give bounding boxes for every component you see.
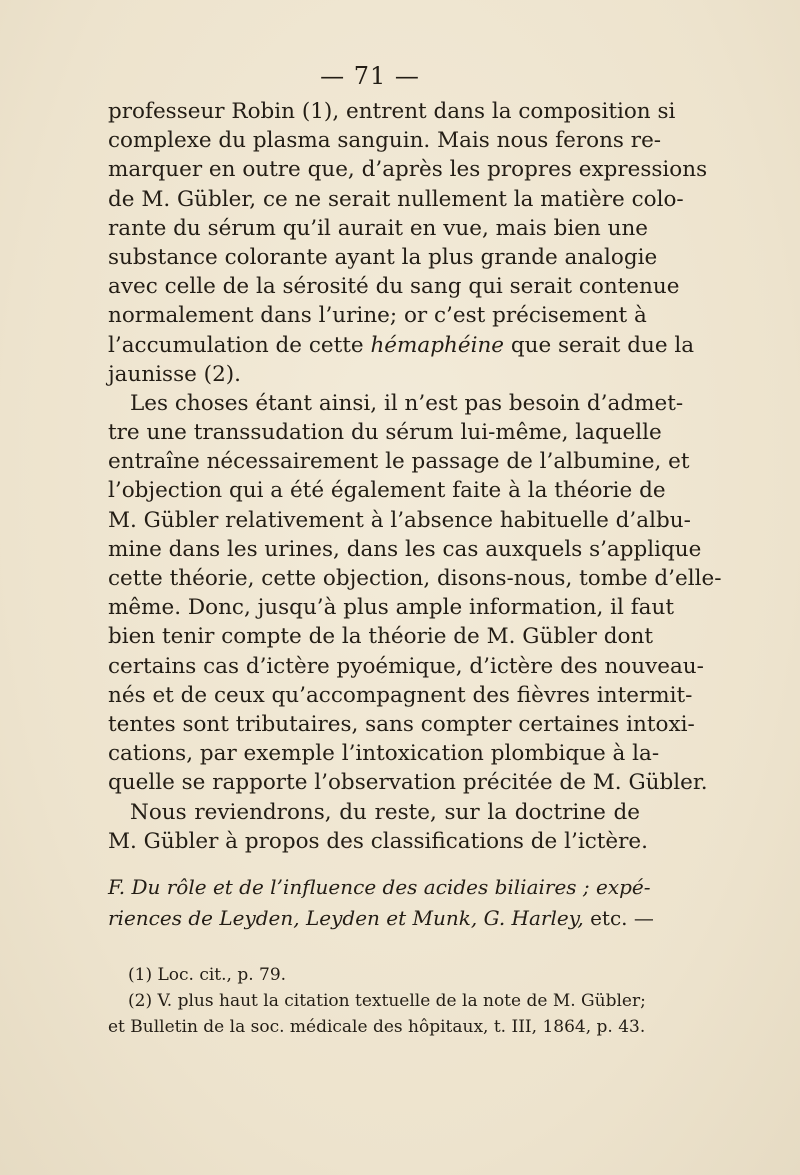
- text-line: M. Gübler relativement à l’absence habituelle d’albu-: [108, 507, 691, 533]
- subheading-italic: riences de Leyden, Leyden et Munk, G. Harley,: [108, 906, 584, 930]
- text-line: substance colorante ayant la plus grande analogie: [108, 244, 658, 270]
- text-line: entraîne nécessairement le passage de l’albumine, et: [108, 449, 690, 475]
- footnotes: [108, 962, 646, 1040]
- text-line: cette théorie, cette objection, disons-nous, tombe d’elle-: [108, 566, 722, 591]
- body-text: [108, 97, 722, 856]
- footnote: (2) V. plus haut la citation textuelle de la note de M. Gübler;: [128, 991, 646, 1011]
- subheading-tail: etc. —: [583, 906, 654, 930]
- text-line: mine dans les urines, dans les cas auxquels s’applique: [108, 536, 702, 562]
- text-segment: que serait due la: [504, 332, 695, 358]
- footnote: et Bulletin de la soc. médicale des hôpitaux, t. III, 1864, p. 43.: [108, 1017, 646, 1037]
- text-line: tentes sont tributaires, sans compter certaines intoxi-: [108, 711, 695, 737]
- text-line: rante du sérum qu’il aurait en vue, mais bien une: [108, 215, 649, 241]
- text-line: tre une transsudation du sérum lui-même, laquelle: [108, 420, 662, 446]
- text-line: cations, par exemple l’intoxication plombique à la-: [108, 741, 660, 767]
- subheading-line: [108, 903, 654, 934]
- text-line: M. Gübler à propos des classifications de l’ictère.: [108, 828, 648, 854]
- text-line: certains cas d’ictère pyoémique, d’ictère des nouveau-: [108, 653, 704, 679]
- text-line: jaunisse (2).: [108, 361, 241, 387]
- text-line: l’objection qui a été également faite à la théorie de: [108, 478, 666, 504]
- text-line: même. Donc, jusqu’à plus ample information, il faut: [108, 595, 674, 621]
- text-line: de M. Gübler, ce ne serait nullement la matière colo-: [108, 186, 684, 212]
- text-line: avec celle de la sérosité du sang qui serait contenue: [108, 274, 680, 300]
- text-line-mixed: [108, 331, 695, 360]
- text-line: Les choses étant ainsi, il n’est pas besoin d’admet-: [130, 390, 684, 416]
- text-line: Nous reviendrons, du reste, sur la doctrine de: [130, 799, 640, 825]
- text-line: complexe du plasma sanguin. Mais nous ferons re-: [108, 128, 662, 154]
- italic-term: hémaphéine: [370, 332, 505, 358]
- text-line: bien tenir compte de la théorie de M. Gübler dont: [108, 624, 653, 650]
- text-line: nés et de ceux qu’accompagnent des fièvres intermit-: [108, 682, 693, 708]
- text-line: quelle se rapporte l’observation précitée de M. Gübler.: [108, 770, 708, 796]
- text-line: professeur Robin (1), entrent dans la composition si: [108, 99, 676, 124]
- text-line: normalement dans l’urine; or c’est précisement à: [108, 303, 647, 329]
- page-number: — 71 —: [320, 62, 420, 90]
- section-subheading: [108, 872, 654, 934]
- subheading-line: F. Du rôle et de l’influence des acides biliaires ; expé-: [108, 875, 651, 899]
- text-segment: l’accumulation de cette: [108, 332, 371, 358]
- text-line: marquer en outre que, d’après les propres expressions: [108, 157, 708, 183]
- footnote: (1) Loc. cit., p. 79.: [128, 965, 287, 985]
